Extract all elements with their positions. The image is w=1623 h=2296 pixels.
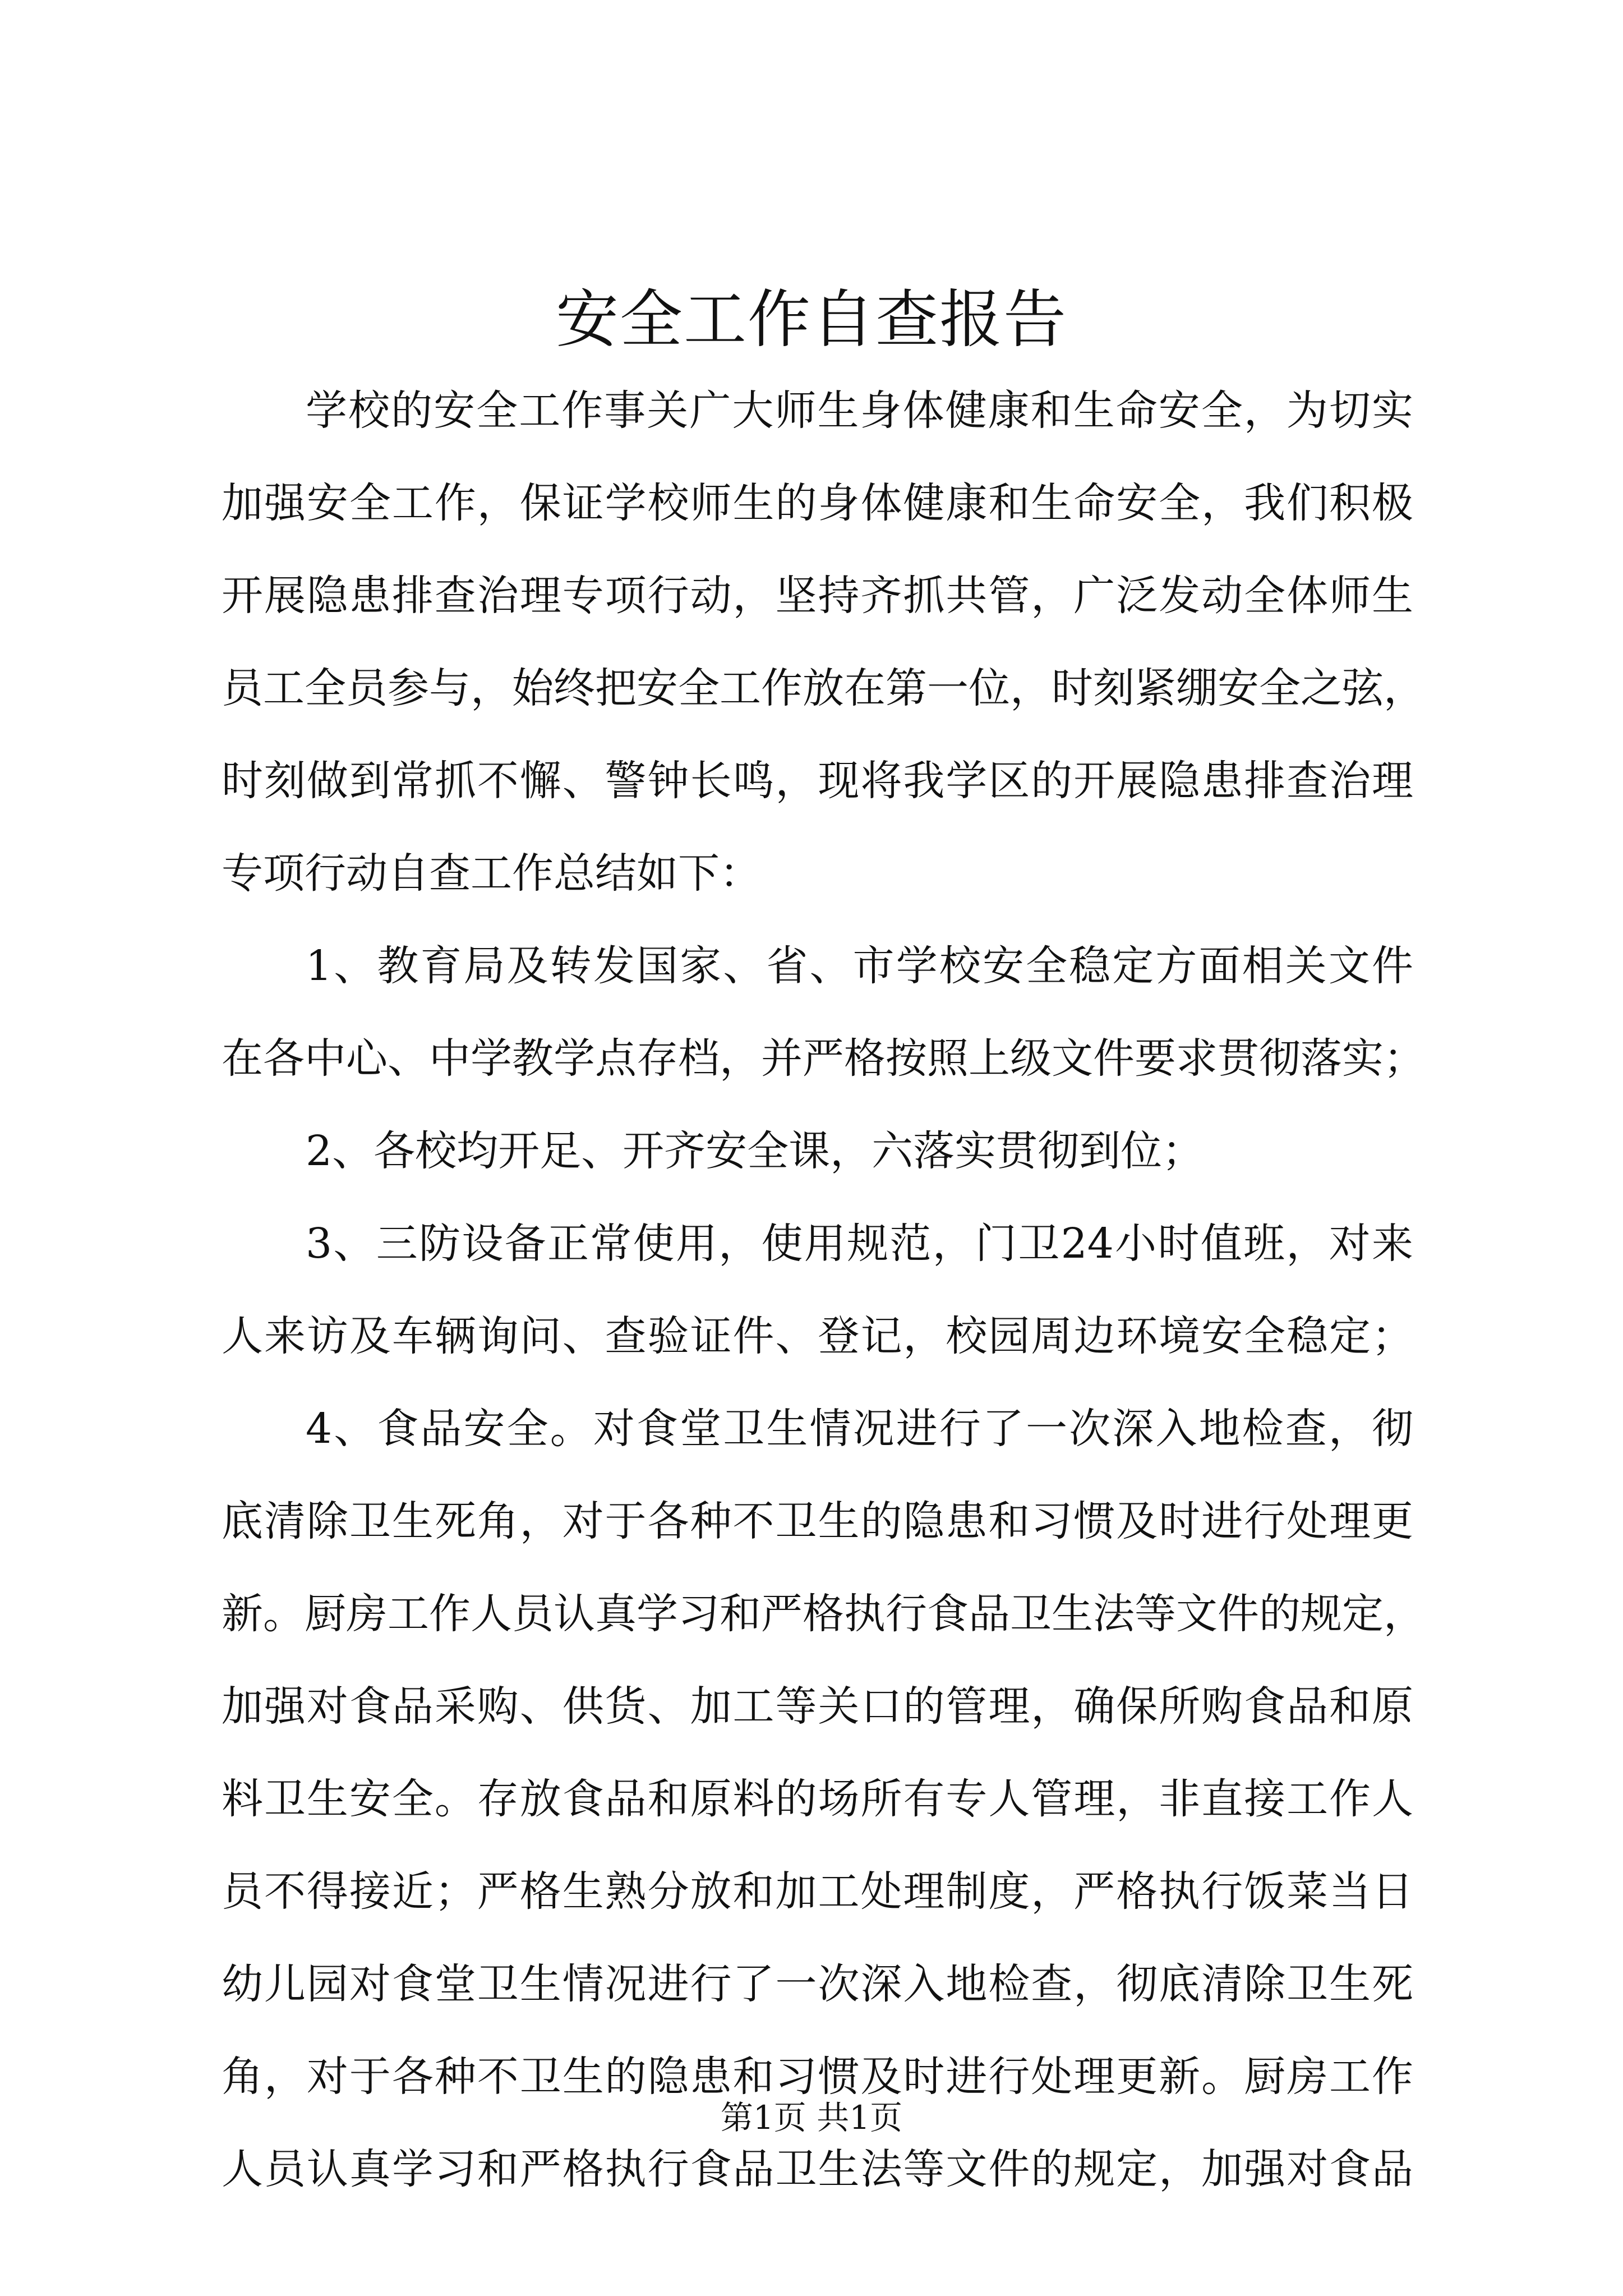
text-line: 开展隐患排查治理专项行动，坚持齐抓共管，广泛发动全体师生 [222, 572, 1413, 620]
text-line: 时刻做到常抓不懈、警钟长鸣，现将我学区的开展隐患排查治理 [222, 757, 1413, 805]
document-title: 安全工作自查报告 [556, 283, 1067, 356]
text-line: 幼儿园对食堂卫生情况进行了一次深入地检查，彻底清除卫生死 [222, 1960, 1413, 2008]
text-line: 人员认真学习和严格执行食品卫生法等文件的规定，加强对食品 [222, 2145, 1413, 2193]
text-line: 在各中心、中学教学点存档，并严格按照上级文件要求贯彻落实； [222, 1034, 1425, 1083]
text-line: 员工全员参与，始终把安全工作放在第一位，时刻紧绷安全之弦， [222, 664, 1425, 712]
document-body [222, 365, 1425, 2216]
text-line: 专项行动自查工作总结如下： [222, 849, 761, 898]
text-line: 角，对于各种不卫生的隐患和习惯及时进行处理更新。厨房工作 [222, 2053, 1413, 2101]
text-line: 员不得接近；严格生熟分放和加工处理制度，严格执行饭菜当日 [222, 1867, 1413, 1916]
text-line: 新。厨房工作人员认真学习和严格执行食品卫生法等文件的规定， [222, 1590, 1425, 1638]
text-line: 加强安全工作，保证学校师生的身体健康和生命安全，我们积极 [222, 479, 1413, 527]
text-line: 底清除卫生死角，对于各种不卫生的隐患和习惯及时进行处理更 [222, 1497, 1413, 1545]
text-line: 1、教育局及转发国家、省、市学校安全稳定方面相关文件 [306, 942, 1413, 990]
page-footer: 第1页 共1页 [720, 2099, 903, 2137]
text-line: 加强对食品采购、供货、加工等关口的管理，确保所购食品和原 [222, 1682, 1413, 1731]
text-line: 人来访及车辆询问、查验证件、登记，校园周边环境安全稳定； [222, 1312, 1413, 1360]
text-line: 3、三防设备正常使用，使用规范，门卫24小时值班，对来 [306, 1220, 1413, 1268]
text-line: 4、食品安全。对食堂卫生情况进行了一次深入地检查，彻 [306, 1405, 1413, 1453]
text-line: 学校的安全工作事关广大师生身体健康和生命安全，为切实 [306, 386, 1413, 435]
text-line: 2、各校均开足、开齐安全课，六落实贯彻到位； [306, 1127, 1204, 1175]
text-line: 料卫生安全。存放食品和原料的场所有专人管理，非直接工作人 [222, 1775, 1413, 1823]
